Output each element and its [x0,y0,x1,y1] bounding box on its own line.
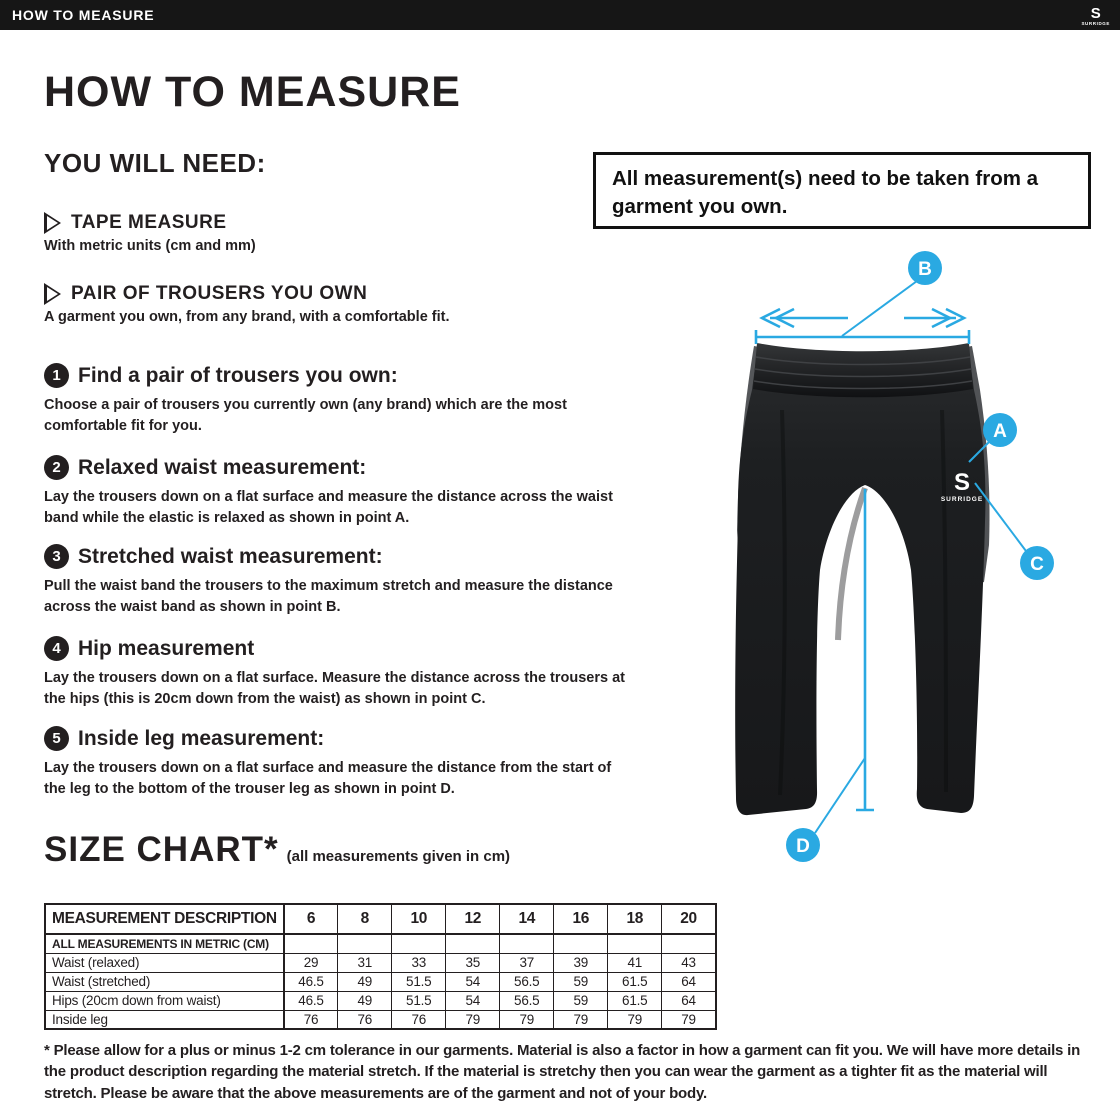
cell-value: 39 [554,953,608,972]
cell-value: 46.5 [284,972,338,991]
triangle-bullet-icon [44,212,61,234]
need-item-tape-measure [44,212,256,254]
step-title: Relaxed waist measurement: [78,455,367,479]
cell-value: 79 [554,1010,608,1029]
label-a: A [993,421,1007,442]
cell-value: 31 [338,953,392,972]
column-header-size: 18 [608,904,662,934]
need-item-detail: A garment you own, from any brand, with a comfortable fit. [44,309,450,325]
step-1 [44,363,644,436]
header-bar [0,0,1120,30]
label-c: C [1030,554,1044,575]
cell-value: 51.5 [392,991,446,1010]
cell-value: 49 [338,972,392,991]
step-body: Choose a pair of trousers you currently own (any brand) which are the most comfortable fit for you. [44,397,567,434]
step-title: Hip measurement [78,636,255,660]
step-number-badge: 2 [44,455,69,480]
step-body: Lay the trousers down on a flat surface. Measure the distance across the trousers at the hips (this is 20cm down from the waist) as shown in point C. [44,670,625,707]
label-b: B [918,259,932,280]
column-header-size: 20 [662,904,716,934]
garment-logo-monogram: S [953,469,971,496]
surridge-logo-wordmark: SURRIDGE [1081,20,1110,26]
metric-row-label: ALL MEASUREMENTS IN METRIC (CM) [45,934,284,953]
cell-value: 35 [446,953,500,972]
step-3 [44,544,644,617]
column-header-size: 10 [392,904,446,934]
cell-value: 61.5 [608,972,662,991]
table-row-hips [45,991,716,1010]
tolerance-footnote: * Please allow for a plus or minus 1-2 cm tolerance in our garments. Material is also a factor in how a garment can fit you. We will have more details in the product description regarding the material stretch. If the material is stretchy then you can wear the garment as a tighter fit as the material will stretch. Please be aware that the above measurements are of the garment and not of your body. [44,1042,1081,1102]
step-2 [44,455,644,528]
page-title: HOW TO MEASURE [44,68,461,116]
cell-value: 79 [500,1010,554,1029]
cell-value: 41 [608,953,662,972]
cell-value: 43 [662,953,716,972]
table-row-waist-relaxed [45,953,716,972]
step-number-badge: 4 [44,636,69,661]
cell-value: 29 [284,953,338,972]
row-label: Waist (relaxed) [45,953,284,972]
size-chart-title: SIZE CHART* [44,830,279,869]
crease-crotch [838,488,865,640]
column-header-size: 6 [284,904,338,934]
step-body: Lay the trousers down on a flat surface and measure the distance across the waist band while the elastic is relaxed as shown in point A. [44,489,613,526]
table-row-inside-leg [45,1010,716,1029]
header-title: HOW TO MEASURE [12,7,155,23]
measurement-note: All measurement(s) need to be taken from a garment you own. [593,152,1091,229]
table-header-row [45,904,716,934]
you-will-need-heading: YOU WILL NEED: [44,148,266,178]
size-chart-heading [44,830,510,870]
cell-value: 64 [662,991,716,1010]
row-label: Inside leg [45,1010,284,1029]
cell-value: 79 [608,1010,662,1029]
cell-value: 51.5 [392,972,446,991]
table-row-waist-stretched [45,972,716,991]
step-body: Lay the trousers down on a flat surface and measure the distance from the start of the leg to the bottom of the trouser leg as shown in point D. [44,760,612,797]
label-d: D [796,836,810,857]
column-header-size: 16 [554,904,608,934]
step-number-badge: 1 [44,363,69,388]
row-label: Waist (stretched) [45,972,284,991]
step-number-badge: 3 [44,544,69,569]
size-chart-subtitle: (all measurements given in cm) [286,848,511,865]
size-chart-table [44,903,717,1030]
cell-value: 59 [554,991,608,1010]
column-header-description: MEASUREMENT DESCRIPTION [45,904,284,934]
trousers-illustration [690,240,1120,910]
column-header-size: 8 [338,904,392,934]
cell-value: 46.5 [284,991,338,1010]
column-header-size: 14 [500,904,554,934]
cell-value: 49 [338,991,392,1010]
cell-value: 56.5 [500,972,554,991]
cell-value: 64 [662,972,716,991]
cell-value: 79 [446,1010,500,1029]
step-body: Pull the waist band the trousers to the maximum stretch and measure the distance across the waist band as shown in point B. [44,578,613,615]
leader-line-b [842,281,917,336]
cell-value: 54 [446,972,500,991]
cell-value: 37 [500,953,554,972]
garment-logo-wordmark: SURRIDGE [940,496,984,503]
cell-value: 76 [338,1010,392,1029]
cell-value: 54 [446,991,500,1010]
table-row-metric [45,934,716,953]
step-5 [44,726,644,799]
need-item-label: TAPE MEASURE [71,212,227,233]
triangle-bullet-icon [44,283,61,305]
row-label: Hips (20cm down from waist) [45,991,284,1010]
need-item-trousers [44,283,450,325]
cell-value: 76 [392,1010,446,1029]
step-4 [44,636,644,709]
cell-value: 33 [392,953,446,972]
cell-value: 56.5 [500,991,554,1010]
step-title: Stretched waist measurement: [78,544,383,568]
cell-value: 79 [662,1010,716,1029]
cell-value: 76 [284,1010,338,1029]
surridge-logo-monogram: S [1090,4,1101,22]
need-item-label: PAIR OF TROUSERS YOU OWN [71,283,368,304]
step-number-badge: 5 [44,726,69,751]
step-title: Inside leg measurement: [78,726,325,750]
trousers-measurement-diagram [690,240,1120,910]
cell-value: 59 [554,972,608,991]
surridge-logo [1081,6,1110,27]
cell-value: 61.5 [608,991,662,1010]
step-title: Find a pair of trousers you own: [78,363,398,387]
column-header-size: 12 [446,904,500,934]
leader-line-d [815,758,865,833]
need-item-detail: With metric units (cm and mm) [44,238,256,254]
